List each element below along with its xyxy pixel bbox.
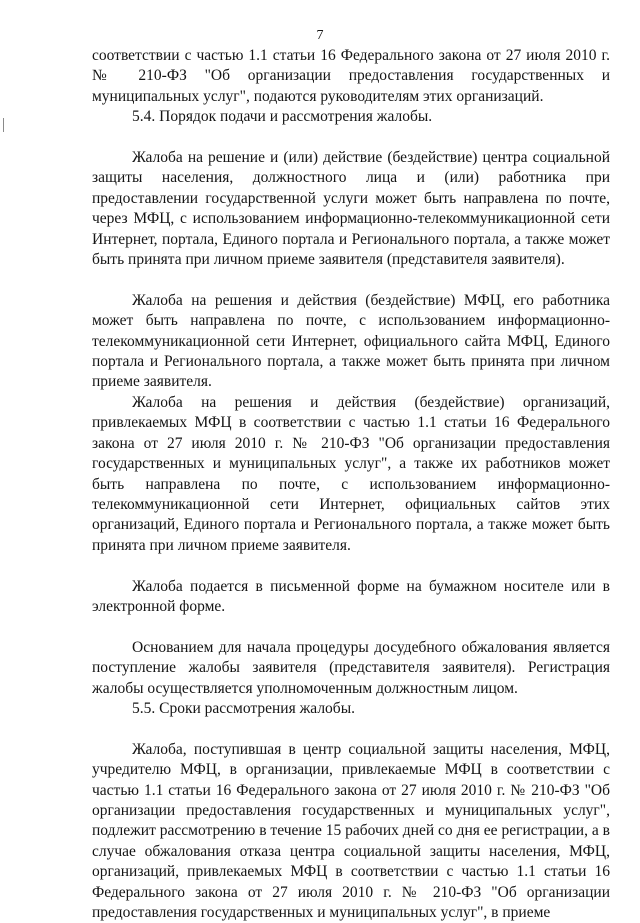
paragraph-complaint-basis: Основанием для начала процедуры досудебного обжалования является поступление жалобы заявителя (представителя заявителя). Регистрация жалобы осуществляется уполномоченным должностным лицом. — [92, 638, 610, 697]
paragraph-complaint-social-protection: Жалоба на решение и (или) действие (бездействие) центра социальной защиты населения, должностного лица и (или) работника при предоставлении государственной услуги может быть направлена по почте, через МФЦ, с использованием информационно-телекоммуникационной сети Интернет, портала, Единого портала и Регионального портала, а также может быть принята при личном приеме заявителя (представителя заявителя). — [92, 149, 610, 269]
document-body — [92, 46, 610, 923]
scan-margin-mark — [3, 118, 4, 132]
paragraph-complaint-deadlines: Жалоба, поступившая в центр социальной защиты населения, МФЦ, учредителю МФЦ, в организации, привлекаемые МФЦ в соответствии с частью 1.1 статьи 16 Федерального закона от 27 июля 2010 г. № 210-ФЗ "Об организации предоставления государственных и муниципальных услуг", подлежит рассмотрению в течение 15 рабочих дней со дня ее регистрации, а в случае обжалования отказа центра социальной защиты населения, МФЦ, организаций, привлекаемых МФЦ в соответствии с частью 1.1 статьи 16 Федерального закона от 27 июля 2010 г. № 210-ФЗ "Об организации предоставления государственных и муниципальных услуг", в приеме — [92, 740, 610, 921]
paragraph-continuation: соответствии с частью 1.1 статьи 16 Федерального закона от 27 июля 2010 г. № 210-ФЗ "Об организации предоставления государственных и муниципальных услуг", подаются руководителям этих организаций. — [92, 47, 610, 105]
page-number: 7 — [316, 28, 324, 43]
paragraph-complaint-organizations: Жалоба на решения и действия (бездействие) организаций, привлекаемых МФЦ в соответствии с частью 1.1 статьи 16 Федерального закона от 27 июля 2010 г. № 210-ФЗ "Об организации предоставления государственных и муниципальных услуг", а также их работников может быть направлена по почте, с использованием информационно-телекоммуникационной сети Интернет, официальных сайтов этих организаций, Единого портала и Регионального портала, а также может быть принята при личном приеме заявителя. — [92, 393, 610, 554]
paragraph-complaint-mfc: Жалоба на решения и действия (бездействие) МФЦ, его работника может быть направлена по почте, с использованием информационно-телекоммуникационной сети Интернет, официального сайта МФЦ, Единого портала и Регионального портала, а также может быть принята при личном приеме заявителя. — [92, 291, 610, 391]
section-heading-5-4: 5.4. Порядок подачи и рассмотрения жалобы. — [132, 108, 433, 126]
paragraph-complaint-form: Жалоба подается в письменной форме на бумажном носителе или в электронной форме. — [92, 577, 610, 615]
section-heading-5-5: 5.5. Сроки рассмотрения жалобы. — [132, 699, 355, 717]
